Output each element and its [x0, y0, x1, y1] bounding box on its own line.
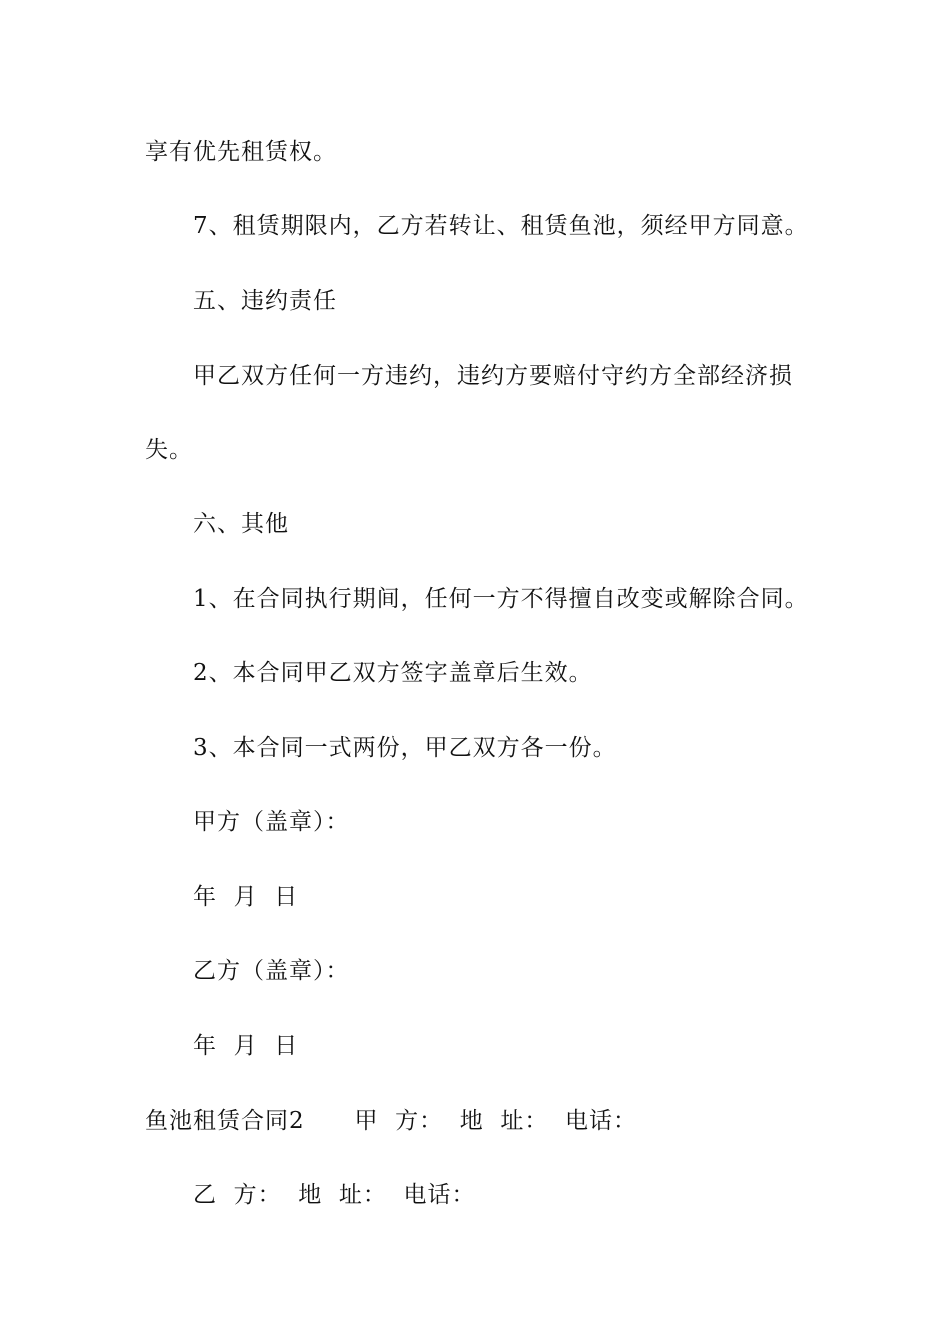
breach-paragraph: 甲乙双方任何一方违约，违约方要赔付守约方全部经济损 — [193, 363, 793, 389]
paragraph-continuation: 享有优先租赁权。 — [145, 139, 337, 165]
breach-paragraph-continuation: 失。 — [145, 437, 193, 463]
section-heading-breach: 五、违约责任 — [193, 288, 337, 314]
clause-7: 7、租赁期限内，乙方若转让、租赁鱼池，须经甲方同意。 — [193, 213, 809, 239]
other-clause-2: 2、本合同甲乙双方签字盖章后生效。 — [193, 660, 593, 686]
other-clause-3: 3、本合同一式两份，甲乙双方各一份。 — [193, 735, 617, 761]
party-a-date-label: 年 月 日 — [193, 884, 299, 910]
other-clause-1: 1、在合同执行期间，任何一方不得擅自改变或解除合同。 — [193, 586, 809, 612]
contract-2-title-party-a: 鱼池租赁合同2 甲 方： 地 址： 电话： — [145, 1108, 637, 1134]
party-a-seal-label: 甲方（盖章）： — [193, 809, 350, 835]
party-b-date-label: 年 月 日 — [193, 1033, 299, 1059]
section-heading-other: 六、其他 — [193, 511, 289, 537]
party-b-seal-label: 乙方（盖章）： — [193, 958, 350, 984]
contract-2-party-b: 乙 方： 地 址： 电话： — [193, 1182, 476, 1208]
